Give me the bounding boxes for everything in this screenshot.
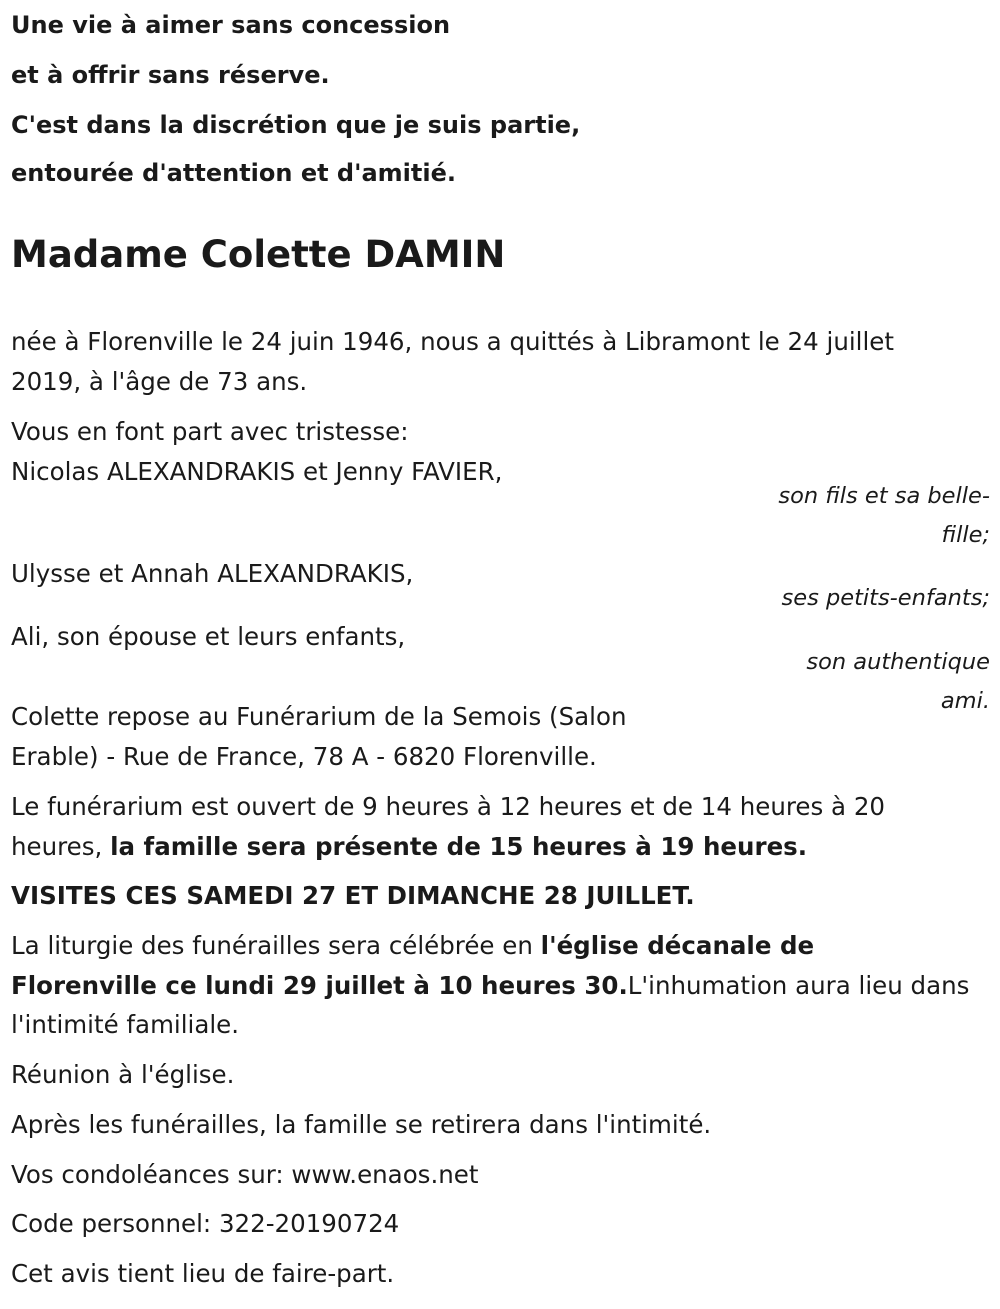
liturgy-line-2: [11, 971, 969, 1001]
notice-note: Cet avis tient lieu de faire-part.: [11, 1259, 395, 1288]
birth-line-1: née à Florenville le 24 juin 1946, nous a quittés à Libramont le 24 juillet: [11, 327, 894, 356]
family-names-2: Ulysse et Annah ALEXANDRAKIS,: [11, 559, 414, 588]
deceased-name: Madame Colette DAMIN: [11, 233, 506, 276]
personal-code: Code personnel: 322-20190724: [11, 1209, 400, 1238]
family-role-1-line-1: son fils et sa belle-: [778, 483, 990, 509]
hours-line-1: Le funérarium est ouvert de 9 heures à 12 heures et de 14 heures à 20: [11, 792, 886, 821]
announcement: Vous en font part avec tristesse:: [11, 417, 409, 446]
meeting-note: Réunion à l'église.: [11, 1060, 235, 1089]
poem-line-2: et à offrir sans réserve.: [11, 61, 330, 89]
family-names-1: Nicolas ALEXANDRAKIS et Jenny FAVIER,: [11, 457, 503, 486]
liturgy-burial: L'inhumation aura lieu dans: [627, 971, 970, 1000]
hours-line-2-text: heures,: [11, 832, 111, 861]
liturgy-line-1-text: La liturgie des funérailles sera célébrée en: [11, 931, 541, 960]
poem-line-3: C'est dans la discrétion que je suis partie,: [11, 111, 581, 139]
liturgy-line-3: l'intimité familiale.: [11, 1010, 240, 1039]
family-role-1: [778, 477, 990, 555]
after-funeral-note: Après les funérailles, la famille se retirera dans l'intimité.: [11, 1110, 712, 1139]
family-presence-hours: la famille sera présente de 15 heures à 19 heures.: [110, 832, 808, 861]
family-role-3: [806, 643, 990, 721]
family-role-2: [782, 579, 991, 618]
liturgy-date: Florenville ce lundi 29 juillet à 10 heures 30.: [11, 971, 628, 1000]
birth-line-2: 2019, à l'âge de 73 ans.: [11, 367, 308, 396]
family-role-3-line-1: son authentique: [806, 649, 990, 675]
family-role-1-line-2: fille;: [941, 522, 990, 548]
condolences-note: Vos condoléances sur: www.enaos.net: [11, 1160, 479, 1189]
family-role-2-line-1: ses petits-enfants;: [781, 585, 990, 611]
family-role-3-line-2: ami.: [940, 688, 990, 714]
poem-line-4: entourée d'attention et d'amitié.: [11, 159, 456, 187]
liturgy-church: l'église décanale de: [540, 931, 815, 960]
family-names-3: Ali, son épouse et leurs enfants,: [11, 622, 406, 651]
liturgy-line-1: [11, 931, 814, 961]
visits-notice: VISITES CES SAMEDI 27 ET DIMANCHE 28 JUILLET.: [11, 881, 695, 910]
repose-line-1: Colette repose au Funérarium de la Semois (Salon: [11, 702, 627, 731]
hours-line-2: [11, 832, 807, 862]
repose-line-2: Erable) - Rue de France, 78 A - 6820 Florenville.: [11, 742, 597, 771]
poem-line-1: Une vie à aimer sans concession: [11, 11, 451, 39]
